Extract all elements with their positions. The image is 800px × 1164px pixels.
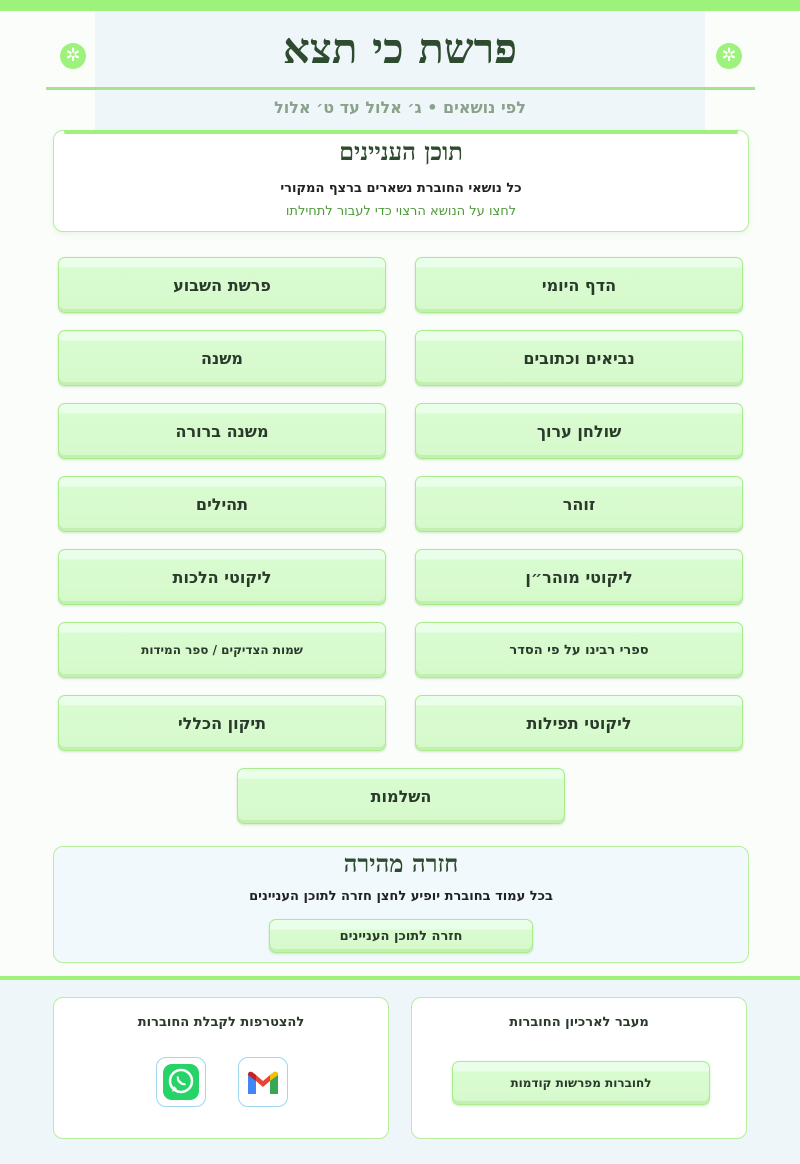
- topic-button-likutei-tefilos[interactable]: ליקוטי תפילות: [415, 695, 743, 751]
- archive-title: מעבר לארכיון החוברות: [509, 1015, 649, 1030]
- topic-button-likutei-moharan[interactable]: ליקוטי מוהר״ן: [415, 549, 743, 605]
- page-subtitle: לפי נושאים • ג׳ אלול עד ט׳ אלול: [274, 98, 526, 117]
- toc-instruction: לחצו על הנושא הרצוי כדי לעבור לתחילתו: [285, 204, 517, 219]
- topic-button-likutei-halachos[interactable]: ליקוטי הלכות: [58, 549, 386, 605]
- topic-button-sifrei-rabeinu[interactable]: ספרי רבינו על פי הסדר: [415, 622, 743, 678]
- topic-button-hashlamot[interactable]: השלמות: [237, 768, 565, 824]
- top-accent-bar: [0, 0, 800, 11]
- archive-card: [411, 997, 747, 1139]
- title-divider: [46, 87, 755, 90]
- quick-return-box: [53, 846, 749, 963]
- topic-button-mishna[interactable]: משנה: [58, 330, 386, 386]
- topic-button-zohar[interactable]: זוהר: [415, 476, 743, 532]
- quick-return-title: חזרה מהירה: [343, 849, 459, 878]
- topic-button-neviim[interactable]: נביאים וכתובים: [415, 330, 743, 386]
- subscribe-title: להצטרפות לקבלת החוברות: [137, 1015, 305, 1030]
- topic-button-shemos-hatzadikim[interactable]: שמות הצדיקים / ספר המידות: [58, 622, 386, 678]
- toc-title: תוכן העניינים: [339, 137, 463, 166]
- back-to-toc-button[interactable]: חזרה לתוכן העניינים: [269, 919, 533, 953]
- topic-button-shulchan-aruch[interactable]: שולחן ערוך: [415, 403, 743, 459]
- page-title: פרשת כי תצא: [282, 24, 518, 73]
- topic-button-daf-yomi[interactable]: הדף היומי: [415, 257, 743, 313]
- quick-return-text: בכל עמוד בחוברת יופיע לחצן חזרה לתוכן העניינים: [249, 889, 553, 904]
- gmail-icon[interactable]: [238, 1057, 288, 1107]
- topic-button-parasha[interactable]: פרשת השבוע: [58, 257, 386, 313]
- decorative-star-icon: ✲: [60, 43, 86, 69]
- subscribe-card: [53, 997, 389, 1139]
- previous-booklets-button[interactable]: לחוברות מפרשות קודמות: [452, 1061, 710, 1105]
- toc-accent: [64, 130, 738, 134]
- decorative-star-icon: ✲: [716, 43, 742, 69]
- topic-button-mishna-berura[interactable]: משנה ברורה: [58, 403, 386, 459]
- topic-button-tehilim[interactable]: תהילים: [58, 476, 386, 532]
- table-of-contents-box: [53, 130, 749, 232]
- topic-button-tikun-haklali[interactable]: תיקון הכללי: [58, 695, 386, 751]
- toc-description: כל נושאי החוברת נשארים ברצף המקורי: [280, 181, 522, 196]
- whatsapp-icon[interactable]: [156, 1057, 206, 1107]
